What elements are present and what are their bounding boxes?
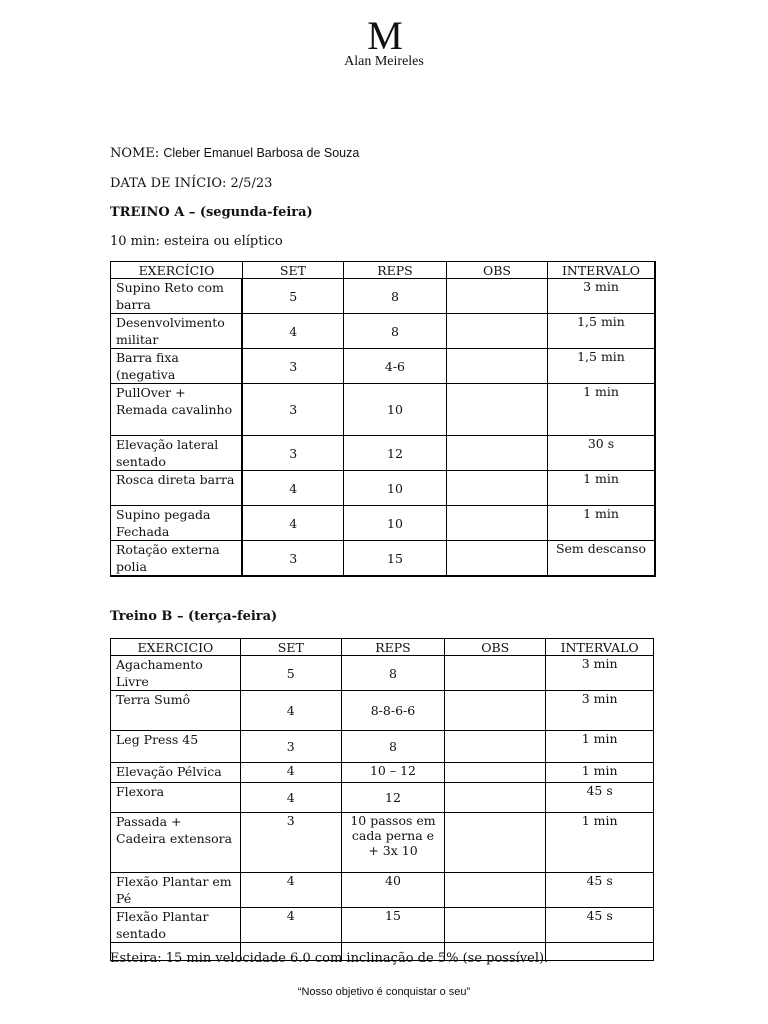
treino-a-table [110, 261, 656, 577]
start-date-value: 2/5/23 [230, 176, 273, 191]
obs-cell [445, 813, 546, 873]
table-row [111, 314, 656, 349]
reps-cell: 10 – 12 [341, 763, 444, 783]
obs-cell [447, 279, 548, 314]
interval-cell: 30 s [547, 436, 655, 471]
exercise-cell: Supino pegada Fechada [111, 506, 243, 541]
exercise-cell: Terra Sumô [111, 691, 241, 731]
interval-cell: 1 min [546, 763, 654, 783]
set-cell: 3 [240, 813, 341, 873]
reps-cell: 4-6 [343, 349, 446, 384]
set-cell: 4 [242, 506, 343, 541]
table-row [111, 783, 654, 813]
table-row [111, 763, 654, 783]
set-cell: 4 [240, 783, 341, 813]
interval-cell: 1 min [547, 471, 655, 506]
obs-cell [445, 763, 546, 783]
exercise-cell: Barra fixa (negativa [111, 349, 243, 384]
table-row [111, 691, 654, 731]
set-cell: 5 [242, 279, 343, 314]
reps-cell: 10 [343, 384, 446, 436]
obs-cell [445, 908, 546, 943]
exercise-cell: PullOver + Remada cavalinho [111, 384, 243, 436]
obs-cell [447, 314, 548, 349]
obs-cell [445, 783, 546, 813]
table-row [111, 279, 656, 314]
interval-cell: 45 s [546, 908, 654, 943]
exercise-cell: Rotação externa polia [111, 541, 243, 577]
name-line [110, 146, 359, 161]
interval-cell: 3 min [547, 279, 655, 314]
reps-cell: 10 passos em cada perna e + 3x 10 [341, 813, 444, 873]
reps-cell: 10 [343, 506, 446, 541]
exercise-cell: Leg Press 45 [111, 731, 241, 763]
interval-cell: 1,5 min [547, 349, 655, 384]
obs-cell [447, 506, 548, 541]
table-row [111, 471, 656, 506]
brand-logo [0, 13, 768, 70]
header-set: SET [242, 262, 343, 279]
treadmill-note: Esteira: 15 min velocidade 6.0 com inclinação de 5% (se possível). [110, 951, 549, 966]
interval-cell: 45 s [546, 783, 654, 813]
obs-cell [447, 541, 548, 577]
exercise-cell: Flexora [111, 783, 241, 813]
set-cell: 5 [240, 656, 341, 691]
table-row [111, 506, 656, 541]
header-set: SET [240, 639, 341, 656]
reps-cell: 15 [341, 908, 444, 943]
header-interval: INTERVALO [547, 262, 655, 279]
interval-cell [546, 943, 654, 961]
obs-cell [445, 656, 546, 691]
table-row [111, 349, 656, 384]
header-obs: OBS [447, 262, 548, 279]
start-date-label: DATA DE INÍCIO: [110, 176, 227, 191]
table-row [111, 656, 654, 691]
reps-cell: 8 [341, 656, 444, 691]
obs-cell [445, 873, 546, 908]
reps-cell: 10 [343, 471, 446, 506]
set-cell: 4 [242, 314, 343, 349]
interval-cell: 1 min [547, 506, 655, 541]
name-value: Cleber Emanuel Barbosa de Souza [163, 146, 360, 160]
table-row [111, 541, 656, 577]
set-cell: 3 [242, 384, 343, 436]
table-header-row [111, 262, 656, 279]
treino-b-title: Treino B – (terça-feira) [110, 609, 278, 624]
interval-cell: 3 min [546, 691, 654, 731]
reps-cell: 12 [343, 436, 446, 471]
exercise-cell: Passada + Cadeira extensora [111, 813, 241, 873]
set-cell: 4 [240, 763, 341, 783]
table-row [111, 873, 654, 908]
set-cell: 3 [242, 541, 343, 577]
treino-a-title: TREINO A – (segunda-feira) [110, 205, 313, 220]
header-reps: REPS [341, 639, 444, 656]
exercise-cell: Desenvolvimento militar [111, 314, 243, 349]
table-row [111, 731, 654, 763]
reps-cell: 12 [341, 783, 444, 813]
obs-cell [447, 349, 548, 384]
reps-cell: 15 [343, 541, 446, 577]
start-date-line [110, 176, 272, 191]
header-obs: OBS [445, 639, 546, 656]
interval-cell: 1 min [546, 813, 654, 873]
table-row [111, 908, 654, 943]
table-header-row [111, 639, 654, 656]
reps-cell: 8 [343, 279, 446, 314]
interval-cell: 45 s [546, 873, 654, 908]
motto-quote: “Nosso objetivo é conquistar o seu” [297, 986, 471, 998]
set-cell: 3 [242, 436, 343, 471]
exercise-cell: Supino Reto com barra [111, 279, 243, 314]
header-reps: REPS [343, 262, 446, 279]
set-cell: 3 [242, 349, 343, 384]
exercise-cell: Elevação Pélvica [111, 763, 241, 783]
exercise-cell: Flexão Plantar sentado [111, 908, 241, 943]
reps-cell: 8-8-6-6 [341, 691, 444, 731]
name-label: NOME: [110, 146, 160, 161]
interval-cell: 1 min [547, 384, 655, 436]
interval-cell: 1,5 min [547, 314, 655, 349]
set-cell: 4 [242, 471, 343, 506]
reps-cell: 8 [341, 731, 444, 763]
treino-b-table [110, 638, 654, 961]
interval-cell: 1 min [546, 731, 654, 763]
reps-cell: 8 [343, 314, 446, 349]
treino-a-warmup: 10 min: esteira ou elíptico [110, 234, 283, 249]
header-interval: INTERVALO [546, 639, 654, 656]
header-exercise: EXERCÍCIO [111, 262, 243, 279]
table-row [111, 384, 656, 436]
obs-cell [445, 691, 546, 731]
reps-cell: 40 [341, 873, 444, 908]
obs-cell [447, 436, 548, 471]
obs-cell [447, 471, 548, 506]
set-cell: 4 [240, 873, 341, 908]
logo-name: Alan Meireles [344, 54, 424, 69]
set-cell: 3 [240, 731, 341, 763]
header-exercise: EXERCICIO [111, 639, 241, 656]
exercise-cell: Flexão Plantar em Pé [111, 873, 241, 908]
exercise-cell: Rosca direta barra [111, 471, 243, 506]
table-row [111, 436, 656, 471]
obs-cell [445, 731, 546, 763]
interval-cell: Sem descanso [547, 541, 655, 577]
exercise-cell: Elevação lateral sentado [111, 436, 243, 471]
logo-mark: M [367, 13, 401, 58]
exercise-cell: Agachamento Livre [111, 656, 241, 691]
obs-cell [447, 384, 548, 436]
table-row [111, 813, 654, 873]
interval-cell: 3 min [546, 656, 654, 691]
set-cell: 4 [240, 691, 341, 731]
set-cell: 4 [240, 908, 341, 943]
